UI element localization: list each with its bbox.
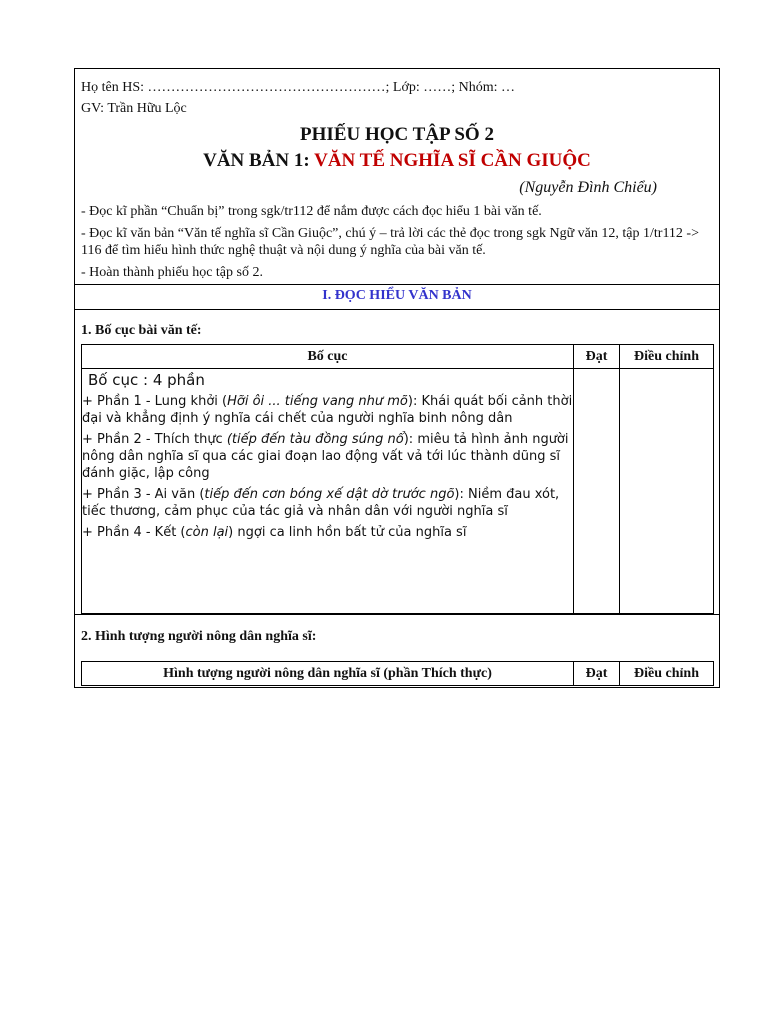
instruction-2: - Đọc kĩ văn bản “Văn tế nghĩa sĩ Cần Giuộc”, chú ý – trả lời các thẻ đọc trong sgk Ngữ văn 12, tập 1/tr112 -> 116 để tìm hiểu hình thức nghệ thuật và nội dung ý nghĩa của bài văn tế. [81, 226, 699, 258]
column-header-achieved: Đạt [574, 345, 620, 369]
part-text: + Phần 2 - Thích thực [82, 432, 227, 447]
table-header-row [82, 662, 714, 686]
text-title-name: VĂN TẾ NGHĨA SĨ CẦN GIUỘC [314, 150, 591, 171]
student-info-line: Họ tên HS: ……………………………………………; Lớp: ……; Nhóm: … [81, 80, 516, 95]
section-title: I. ĐỌC HIỂU VĂN BẢN [322, 288, 472, 303]
part-text: + Phần 4 - Kết ( [82, 525, 186, 540]
part-quote: còn lại [185, 525, 229, 540]
column-header-structure: Bố cục [82, 345, 574, 369]
part-text: ): Niềm đau xót, tiếc thương, cảm phục của tác giả và nhân dân với người nghĩa sĩ [82, 487, 560, 519]
part-quote: tiếp đến cơn bóng xế dật dờ trước ngõ [204, 487, 455, 502]
part-text: ): miêu tả hình ảnh người nông dân nghĩa sĩ qua các giai đoạn lao động vất vả tới lúc thành dũng sĩ đánh giặc, lập công [82, 432, 569, 481]
instruction-3: - Hoàn thành phiếu học tập số 2. [81, 265, 263, 280]
divider [75, 309, 719, 310]
worksheet [74, 68, 720, 688]
structure-table [81, 344, 714, 614]
image-table [81, 661, 714, 686]
part-text: ) ngợi ca linh hồn bất tử của nghĩa sĩ [228, 525, 467, 540]
part-text: + Phần 1 - Lung khởi ( [82, 394, 228, 409]
structure-part-4 [82, 524, 573, 541]
column-header-adjust: Điều chỉnh [620, 662, 714, 686]
worksheet-header [75, 69, 719, 285]
text-title-prefix: VĂN BẢN 1: [203, 150, 315, 171]
structure-cell [82, 369, 574, 614]
column-header-image: Hình tượng người nông dân nghĩa sĩ (phần Thích thực) [82, 662, 574, 686]
divider [75, 614, 719, 615]
structure-part-2 [82, 431, 573, 482]
part-quote: (tiếp đến tàu đồng súng nổ [226, 432, 404, 447]
instruction-1: - Đọc kĩ phần “Chuẩn bị” trong sgk/tr112 để nắm được cách đọc hiểu 1 bài văn tế. [81, 204, 542, 219]
part-text: ): Khái quát bối cảnh thời đại và khẳng định ý nghĩa cái chết của người nghĩa binh nông dân [82, 394, 573, 426]
structure-intro: Bố cục : 4 phần [88, 371, 205, 389]
part-text: + Phần 3 - Ai văn ( [82, 487, 205, 502]
column-header-adjust: Điều chỉnh [620, 345, 714, 369]
structure-part-3 [82, 486, 573, 520]
achieved-cell[interactable] [574, 369, 620, 614]
structure-content [82, 372, 573, 541]
teacher-line: GV: Trần Hữu Lộc [81, 101, 187, 116]
author-name: (Nguyễn Đình Chiểu) [519, 179, 657, 196]
worksheet-title: PHIẾU HỌC TẬP SỐ 2 [300, 124, 494, 145]
question-2-label: 2. Hình tượng người nông dân nghĩa sĩ: [81, 629, 317, 644]
divider [75, 284, 719, 285]
text-title [75, 150, 719, 172]
part-quote: Hỡi ôi ... tiếng vang như mõ [227, 394, 408, 409]
column-header-achieved: Đạt [574, 662, 620, 686]
question-1-label: 1. Bố cục bài văn tế: [81, 323, 202, 338]
adjust-cell[interactable] [620, 369, 714, 614]
table-header-row [82, 345, 714, 369]
structure-part-1 [82, 393, 573, 427]
table-row [82, 369, 714, 614]
